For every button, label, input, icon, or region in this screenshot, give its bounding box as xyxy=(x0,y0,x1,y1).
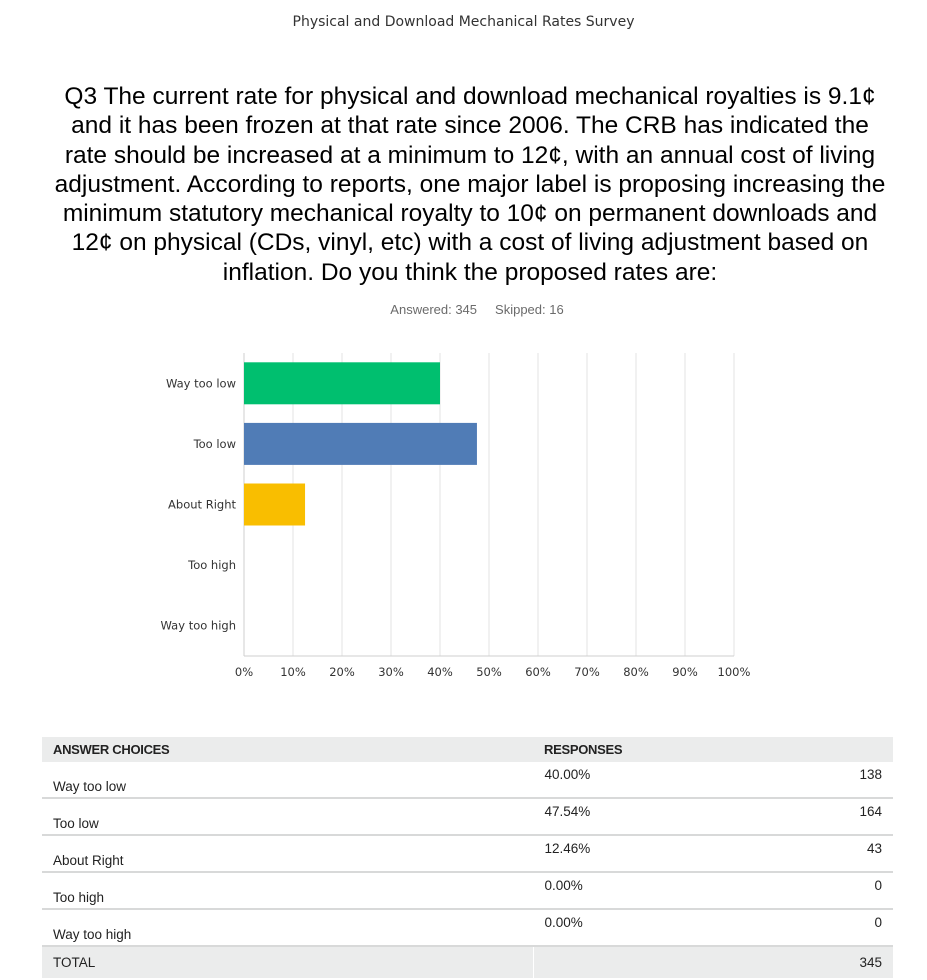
answered-count: Answered: 345 xyxy=(390,302,478,317)
total-percent-cell xyxy=(533,946,751,978)
category-label: Too high xyxy=(188,558,236,573)
percent-cell: 0.00% xyxy=(533,909,751,946)
total-label: TOTAL xyxy=(42,946,533,978)
table-header-row xyxy=(42,737,893,762)
table-row xyxy=(42,798,893,835)
count-cell: 0 xyxy=(751,872,893,909)
header-responses: RESPONSES xyxy=(533,737,893,762)
choice-cell: Way too high xyxy=(42,909,533,946)
bar xyxy=(244,362,440,404)
category-label: Way too low xyxy=(165,376,236,391)
header-answer-choices: ANSWER CHOICES xyxy=(42,737,533,762)
x-tick-label: 30% xyxy=(378,665,404,679)
x-tick-label: 50% xyxy=(476,665,502,679)
table-row xyxy=(42,872,893,909)
percent-cell: 40.00% xyxy=(533,762,751,798)
choice-cell: Too low xyxy=(42,798,533,835)
count-cell: 43 xyxy=(751,835,893,872)
category-label: Too low xyxy=(193,436,236,451)
table-row xyxy=(42,909,893,946)
count-cell: 164 xyxy=(751,798,893,835)
total-row xyxy=(42,946,893,978)
percent-cell: 0.00% xyxy=(533,872,751,909)
bar xyxy=(244,484,305,526)
category-label: About Right xyxy=(168,497,236,512)
table-row xyxy=(42,835,893,872)
count-cell: 0 xyxy=(751,909,893,946)
x-tick-label: 0% xyxy=(234,665,254,679)
category-label: Way too high xyxy=(160,618,236,633)
x-tick-label: 20% xyxy=(329,665,355,679)
responses-table xyxy=(42,737,893,978)
bar-chart xyxy=(0,340,927,690)
x-tick-label: 70% xyxy=(574,665,600,679)
choice-cell: Too high xyxy=(42,872,533,909)
percent-cell: 12.46% xyxy=(533,835,751,872)
x-tick-label: 10% xyxy=(280,665,306,679)
choice-cell: Way too low xyxy=(42,762,533,798)
choice-cell: About Right xyxy=(42,835,533,872)
table-row xyxy=(42,762,893,798)
survey-title: Physical and Download Mechanical Rates Survey xyxy=(292,14,635,30)
count-cell: 138 xyxy=(751,762,893,798)
x-tick-label: 100% xyxy=(717,665,751,679)
percent-cell: 47.54% xyxy=(533,798,751,835)
x-tick-label: 90% xyxy=(672,665,698,679)
x-tick-label: 60% xyxy=(525,665,551,679)
bar xyxy=(244,423,477,465)
skipped-count: Skipped: 16 xyxy=(495,302,564,317)
question-text: Q3 The current rate for physical and download mechanical royalties is 9.1¢ and it has been frozen at that rate since 2006. The CRB has indicated the rate should be increased at a minimum to 12¢, with an annual cost of living adjustment. According to reports, one major label is proposing increasing the minimum statutory mechanical royalty to 10¢ on permanent downloads and 12¢ on physical (CDs, vinyl, etc) with a cost of living adjustment based on inflation. Do you think the proposed rates are: xyxy=(54,83,886,286)
x-tick-label: 40% xyxy=(427,665,453,679)
total-count: 345 xyxy=(751,946,893,978)
x-tick-label: 80% xyxy=(623,665,649,679)
response-stats xyxy=(0,302,927,317)
